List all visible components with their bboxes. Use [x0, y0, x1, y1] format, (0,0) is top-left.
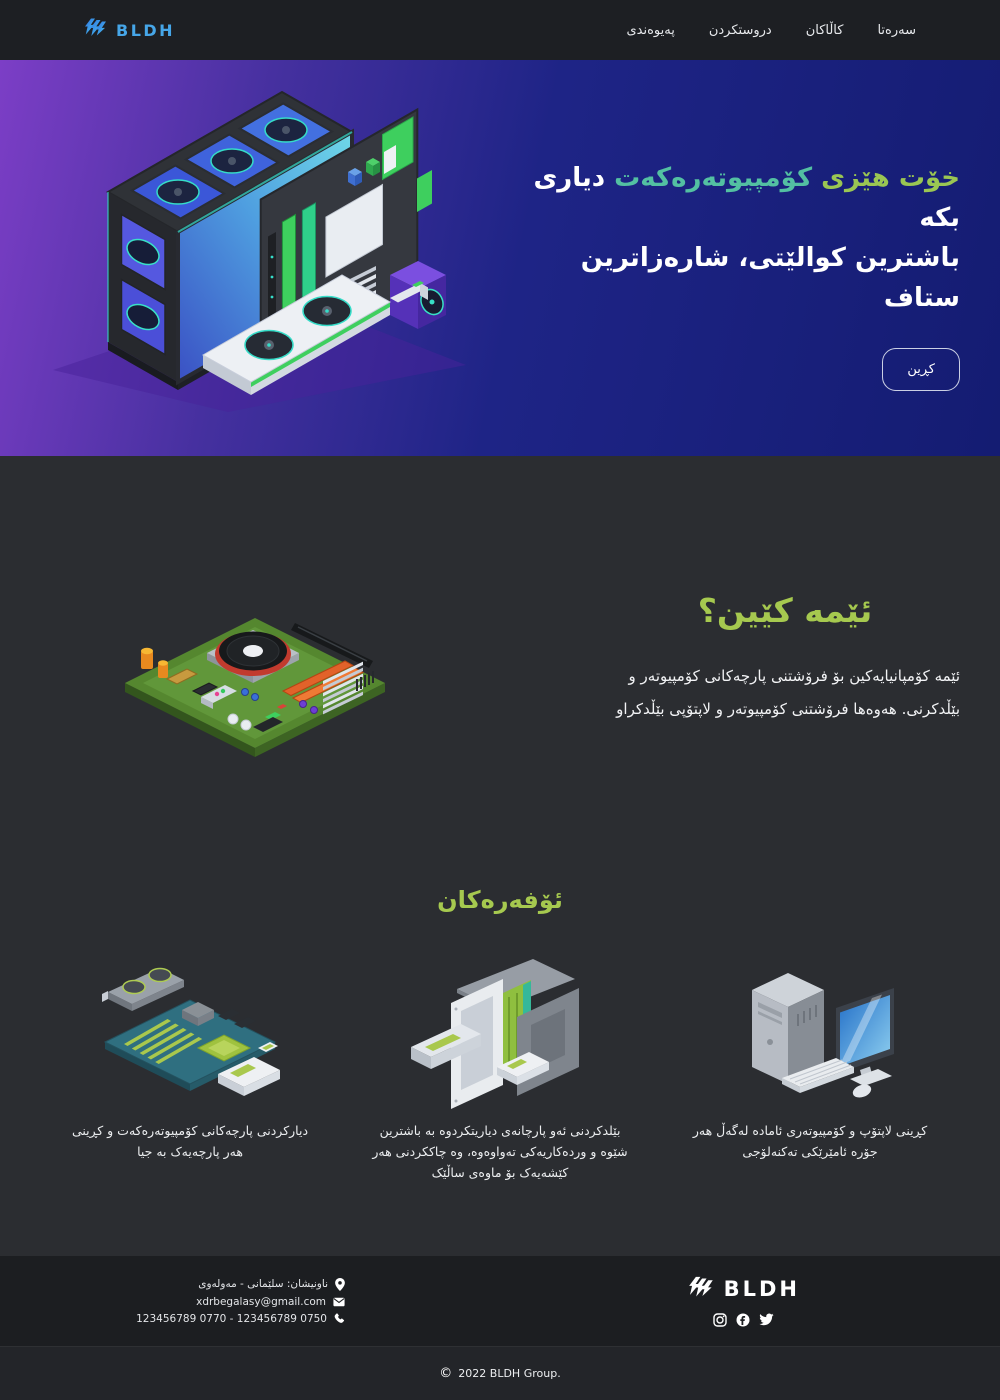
buy-button[interactable]: کڕین: [882, 348, 960, 391]
brand-name: BLDH: [116, 20, 176, 40]
contact-address-row: [160, 1278, 345, 1291]
contact-email-row[interactable]: [160, 1296, 345, 1308]
hero-title-green: خۆت هێزی: [812, 163, 960, 193]
contact-phone-row[interactable]: [136, 1312, 345, 1325]
instagram-icon[interactable]: [713, 1313, 727, 1327]
offer-card-prebuilt: [655, 958, 965, 1183]
copyright-bar: [0, 1346, 1000, 1400]
about-body: ئێمه کۆمپانیایەکین بۆ فرۆشتنی پارچەکانی کۆمپیوتەر و بێڵدکرنی. هەوەها فرۆشتنی کۆمپیوتەر و لاپتۆپی بێڵدکراو: [616, 666, 960, 718]
pc-build-case-illustration: [405, 958, 595, 1106]
contact-email[interactable]: xdrbegalasy@gmail.com: [196, 1295, 326, 1308]
about-heading: ئێمه کێین؟: [697, 590, 873, 630]
social-links: [713, 1313, 774, 1327]
contact-phones[interactable]: 0750 123456789 - 0770 123456789: [136, 1312, 327, 1325]
nav-item-home[interactable]: سەرەتا: [877, 22, 916, 38]
copyright-icon: ©: [439, 1366, 453, 1381]
brand-logo[interactable]: [84, 18, 175, 42]
pc-build-illustration: [28, 72, 468, 421]
contact-block: [136, 1278, 345, 1325]
nav-item-building[interactable]: دروستکردن: [708, 22, 772, 38]
nav-item-products[interactable]: کاڵاکان: [805, 22, 844, 38]
motherboard-illustration: [105, 551, 405, 765]
lightning-logo-icon: [84, 18, 108, 42]
desktop-computer-illustration: [710, 958, 910, 1106]
footer: [0, 1256, 1000, 1346]
hero-copy: [530, 158, 960, 391]
nav-item-contact[interactable]: پەیوەندی: [626, 22, 675, 38]
hero-title-teal: کۆمپیوتەرەکەت: [605, 163, 813, 193]
copyright-text: 2022 BLDH Group.: [458, 1367, 561, 1380]
navbar: [0, 0, 1000, 60]
location-pin-icon: [335, 1278, 345, 1291]
hero-section: [0, 60, 1000, 456]
offer-text-prebuilt: کڕینی لاپتۆپ و کۆمپیوتەری ئاماده لەگەڵ هەر جۆرە ئامێرێکی تەکنەلۆجی: [692, 1123, 928, 1159]
phone-icon: [334, 1313, 345, 1324]
hero-title: [530, 158, 960, 238]
about-copy: [610, 591, 960, 726]
pc-parts-illustration: [90, 958, 290, 1106]
offer-card-build: [345, 958, 655, 1183]
offer-text-parts: دیارکردنی پارچەکانی کۆمپیوتەرەکەت و کڕینی هەر پارچەیەک بە جیا: [71, 1123, 309, 1159]
footer-logo: [688, 1276, 800, 1303]
facebook-icon[interactable]: [736, 1313, 750, 1327]
hero-subtitle: باشترین کوالێتی، شارەزاترین ستاف: [580, 243, 960, 313]
offer-card-parts: [35, 958, 345, 1183]
envelope-icon: [333, 1297, 345, 1307]
offer-text-build: بێلدکردنی ئەو پارچانەی دیاریتکردوه بە باشترین شێوه و وردەکاریەکی تەواوەوە، وە چاککردنی هەر کێشەیەک بۆ ماوەی ساڵێک: [372, 1123, 628, 1180]
offers-section: [0, 860, 1000, 1256]
footer-brand-name: BLDH: [723, 1277, 800, 1301]
footer-brand: [688, 1276, 800, 1327]
lightning-logo-icon-footer: [688, 1276, 715, 1303]
hero-title-white: دیاری بکە: [533, 163, 960, 233]
twitter-icon[interactable]: [759, 1313, 774, 1327]
contact-address: ناونیشان: سلێمانی - مەولەوی: [198, 1278, 328, 1290]
about-section: [0, 456, 1000, 860]
offers-grid: [35, 958, 965, 1183]
nav-links: [626, 23, 916, 38]
offers-heading: ئۆفەرەکان: [437, 886, 563, 914]
